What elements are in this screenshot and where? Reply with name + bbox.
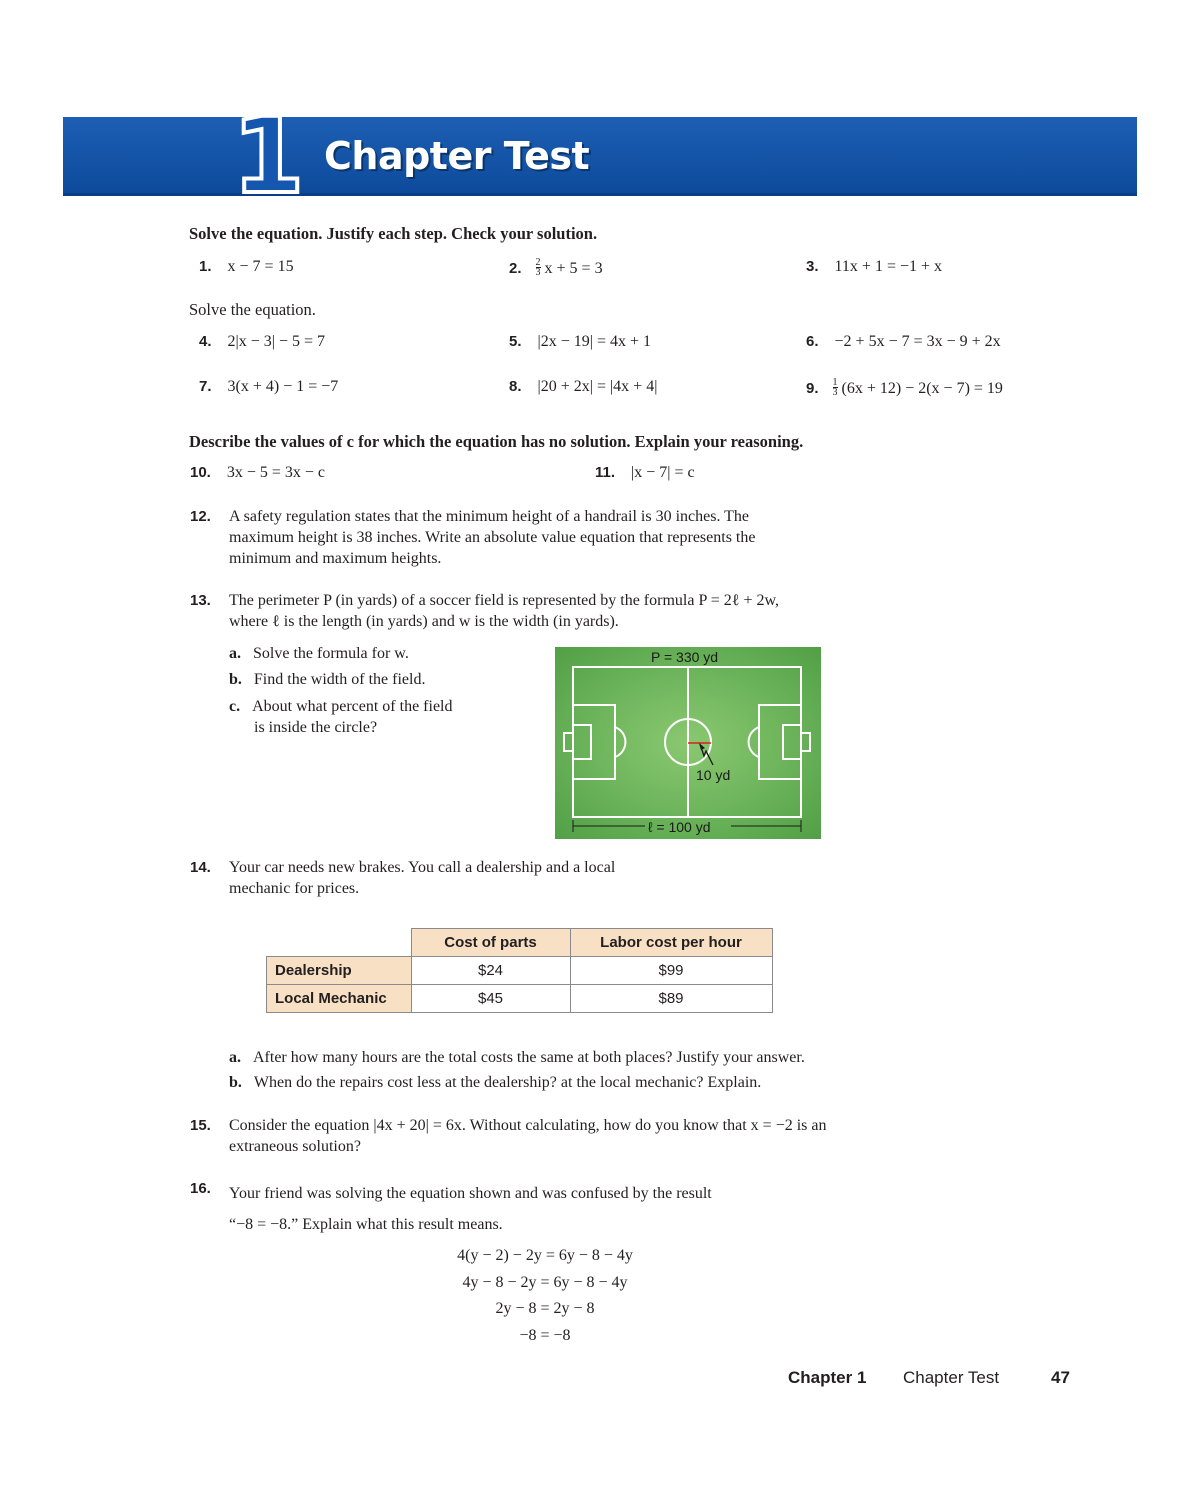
page-number: 47: [1051, 1368, 1070, 1387]
problem-number: 11.: [595, 464, 616, 481]
step-line: 2y − 8 = 2y − 8: [495, 1300, 595, 1317]
equation: −2 + 5x − 7 = 3x − 9 + 2x: [834, 333, 1001, 350]
table-header-row: [267, 929, 773, 957]
problem-number: 7.: [199, 378, 212, 395]
perimeter-label: P = 330 yd: [651, 649, 719, 665]
problem-number-14: 14.: [190, 859, 211, 876]
problem-13a: a. Solve the formula for w.: [229, 645, 409, 662]
problem-number-12: 12.: [190, 508, 211, 525]
equation: |20 + 2x| = |4x + 4|: [537, 378, 658, 395]
table-cell: $89: [570, 985, 772, 1013]
chapter-title: Chapter Test: [324, 134, 590, 178]
problem-number-13: 13.: [190, 592, 211, 609]
problem-number-16: 16.: [190, 1180, 211, 1197]
problem-number: 4.: [199, 333, 212, 350]
fraction: $\frac{1}{3}$: [832, 377, 838, 398]
problem-2: [509, 258, 603, 278]
problem-13b: b. Find the width of the field.: [229, 671, 426, 688]
problem-number: 6.: [806, 333, 819, 350]
table-cell: $99: [570, 957, 772, 985]
problem-number: 10.: [190, 464, 211, 481]
equation: 3x − 5 = 3x − c: [226, 464, 326, 481]
problem-13-text: The perimeter P (in yards) of a soccer field is represented by the formula P = 2ℓ + 2w, where ℓ is the length (in yards) and w is the width (in yards).: [229, 592, 779, 630]
table-cell: $45: [411, 985, 570, 1013]
problem-number: 5.: [509, 333, 522, 350]
problem-number: 8.: [509, 378, 522, 395]
instruction-describe-c: Describe the values of c for which the equation has no solution. Explain your reasoning.: [189, 432, 804, 451]
equation: 2|x − 3| − 5 = 7: [227, 333, 325, 350]
problem-number-15: 15.: [190, 1117, 211, 1134]
table-corner: [267, 929, 412, 957]
footer-chapter: Chapter 1: [788, 1368, 867, 1387]
table-row: [267, 957, 773, 985]
problem-14b: b. When do the repairs cost less at the dealership? at the local mechanic? Explain.: [229, 1074, 762, 1091]
length-label: ℓ = 100 yd: [648, 819, 711, 835]
problem-number: 9.: [806, 380, 819, 397]
equation: |2x − 19| = 4x + 1: [537, 333, 651, 350]
problem-3: [806, 258, 942, 276]
problem-16-text: Your friend was solving the equation shown and was confused by the result “−8 = −8.” Explain what this result means.: [229, 1185, 712, 1233]
equation: x + 5 = 3: [544, 260, 603, 277]
problem-11: [595, 464, 695, 482]
equation: |x − 7| = c: [631, 464, 695, 481]
soccer-field-diagram: [555, 647, 821, 839]
brake-cost-table: [266, 928, 773, 1013]
instruction-solve-justify: Solve the equation. Justify each step. Check your solution.: [189, 224, 598, 243]
equation-steps: [400, 1243, 690, 1349]
step-line: 4(y − 2) − 2y = 6y − 8 − 4y: [457, 1247, 633, 1264]
table-row: [267, 985, 773, 1013]
row-header: Dealership: [267, 957, 412, 985]
equation: (6x + 12) − 2(x − 7) = 19: [841, 380, 1003, 397]
problem-number: 3.: [806, 258, 819, 275]
radius-label: 10 yd: [696, 767, 731, 783]
problem-15-text: Consider the equation |4x + 20| = 6x. Without calculating, how do you know that x = −2 is an extraneous solution?: [229, 1117, 827, 1155]
problem-4: [199, 333, 325, 351]
problem-14-text: Your car needs new brakes. You call a dealership and a local mechanic for prices.: [229, 859, 616, 897]
problem-12-text: A safety regulation states that the minimum height of a handrail is 30 inches. The maximum height is 38 inches. Write an absolute value equation that represents the minimum and maximum heights.: [229, 508, 756, 567]
problem-13c: c. About what percent of the field is inside the circle?: [229, 698, 453, 736]
table-cell: $24: [411, 957, 570, 985]
equation: 11x + 1 = −1 + x: [834, 258, 943, 275]
problem-8: [509, 378, 657, 396]
step-line: −8 = −8: [519, 1326, 571, 1344]
instruction-solve: Solve the equation.: [189, 300, 316, 319]
column-header: Labor cost per hour: [570, 929, 772, 957]
problem-7: [199, 378, 338, 396]
problem-5: [509, 333, 651, 351]
problem-number: 1.: [199, 258, 212, 275]
problem-14a: a. After how many hours are the total costs the same at both places? Justify your answer.: [229, 1049, 805, 1066]
chapter-banner: [63, 117, 1137, 196]
row-header: Local Mechanic: [267, 985, 412, 1013]
problem-6: [806, 333, 1001, 351]
column-header: Cost of parts: [411, 929, 570, 957]
fraction: $\frac{2}{3}$: [535, 257, 541, 278]
problem-1: [199, 258, 294, 276]
problem-9: [806, 378, 1003, 398]
problem-10: [190, 464, 325, 482]
chapter-number: 1: [232, 95, 301, 217]
footer-section: Chapter Test: [903, 1368, 1000, 1387]
problem-number: 2.: [509, 260, 522, 277]
equation: 3(x + 4) − 1 = −7: [227, 378, 339, 395]
step-line: 4y − 8 − 2y = 6y − 8 − 4y: [462, 1273, 628, 1291]
equation: x − 7 = 15: [227, 258, 294, 275]
soccer-field-lines: [555, 647, 821, 839]
